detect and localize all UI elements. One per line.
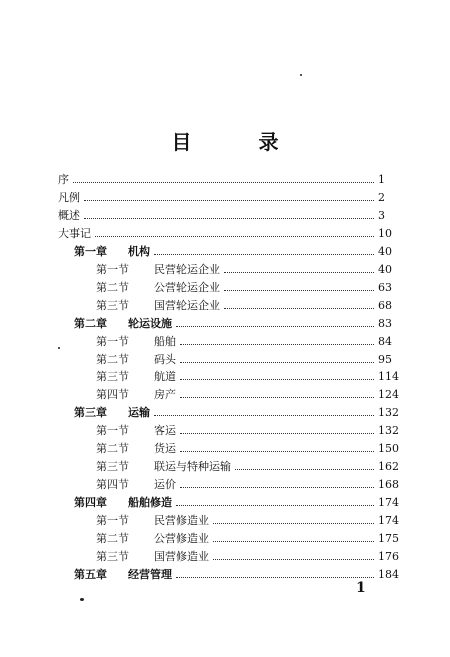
toc-section-row xyxy=(0,279,450,296)
toc-label xyxy=(0,530,209,547)
print-speck xyxy=(58,347,60,349)
toc-label xyxy=(0,261,220,278)
toc-number: 第一节 xyxy=(96,262,129,276)
toc-page-number: 40 xyxy=(378,262,392,276)
toc-title: 航道 xyxy=(154,370,176,384)
toc-label xyxy=(0,494,172,511)
toc-title: 机构 xyxy=(128,244,150,258)
dot-leader xyxy=(154,254,374,255)
dot-leader xyxy=(73,182,374,183)
toc-section-row xyxy=(0,368,450,385)
toc-number: 第一节 xyxy=(96,424,129,438)
toc-chapter-row xyxy=(0,494,450,511)
dot-leader xyxy=(176,326,374,327)
toc-number: 第四节 xyxy=(96,478,129,492)
toc-number: 第五章 xyxy=(74,567,107,581)
toc-section-row xyxy=(0,476,450,493)
dot-leader xyxy=(213,559,374,560)
toc-label xyxy=(0,458,231,475)
toc-page-number: 174 xyxy=(378,496,399,510)
toc-title: 船舶修造 xyxy=(128,496,172,510)
toc-page-number: 132 xyxy=(378,424,399,438)
toc-page-number: 176 xyxy=(378,549,399,563)
toc-page-number: 175 xyxy=(378,532,399,545)
toc-page-number: 174 xyxy=(378,514,399,528)
toc-section-row xyxy=(0,261,450,278)
toc-title: 货运 xyxy=(154,442,176,456)
toc-section-row xyxy=(0,351,450,368)
dot-leader xyxy=(235,469,374,470)
toc-title: 运价 xyxy=(154,478,176,492)
toc-label xyxy=(0,171,69,188)
toc-section-row xyxy=(0,422,450,439)
toc-title: 码头 xyxy=(154,352,176,366)
toc-title: 公营轮运企业 xyxy=(154,280,220,294)
toc-page-number: 168 xyxy=(378,478,399,492)
toc-number: 第一节 xyxy=(96,514,129,528)
toc-page-number: 132 xyxy=(378,406,399,420)
toc-label xyxy=(0,333,176,350)
dot-leader xyxy=(84,218,374,219)
toc-label xyxy=(0,404,150,421)
dot-leader xyxy=(224,272,374,273)
toc-label xyxy=(0,548,209,565)
toc-section-row xyxy=(0,386,450,403)
page-title: 目 录 xyxy=(171,130,309,154)
toc-section-row xyxy=(0,333,450,350)
toc-chapter-row xyxy=(0,566,450,583)
toc-page-number: 2 xyxy=(378,190,385,204)
toc-section-row xyxy=(0,530,450,547)
toc-title: 国营轮运企业 xyxy=(154,298,220,312)
dot-leader xyxy=(213,523,374,524)
toc-section-row xyxy=(0,548,450,565)
toc-chapter-row xyxy=(0,404,450,421)
toc-number: 第三章 xyxy=(74,406,107,420)
toc-title: 国营修造业 xyxy=(154,549,209,563)
toc-label xyxy=(0,512,209,529)
toc-chapter-row xyxy=(0,243,450,260)
toc-label xyxy=(0,279,220,296)
toc-page-number: 124 xyxy=(378,388,399,402)
toc-entry-row xyxy=(0,225,450,242)
toc-page-number: 114 xyxy=(378,370,399,384)
toc-number: 第二节 xyxy=(96,280,129,294)
toc-page-number: 84 xyxy=(378,334,392,348)
toc-label xyxy=(0,243,150,260)
toc-title: 船舶 xyxy=(154,334,176,348)
toc-title: 序 xyxy=(58,173,69,186)
toc-number: 第三节 xyxy=(96,298,129,312)
dot-leader xyxy=(180,379,374,380)
toc-title: 大事记 xyxy=(58,226,91,240)
toc-title: 客运 xyxy=(154,424,176,438)
toc-label xyxy=(0,422,176,439)
toc-label xyxy=(0,351,176,368)
print-speck xyxy=(80,598,84,601)
toc-page-number: 162 xyxy=(378,460,399,474)
toc-number: 第二节 xyxy=(96,532,129,545)
toc-label xyxy=(0,440,176,457)
toc-title: 运输 xyxy=(128,406,150,420)
toc-section-row xyxy=(0,458,450,475)
toc-entry-row xyxy=(0,171,450,188)
toc-label xyxy=(0,315,172,332)
dot-leader xyxy=(95,236,374,237)
toc-title: 民营轮运企业 xyxy=(154,262,220,276)
toc-page-number: 40 xyxy=(378,244,392,258)
page-number: 1 xyxy=(356,580,366,596)
toc-label xyxy=(0,476,176,493)
toc-page-number: 83 xyxy=(378,316,392,330)
toc-title: 公营修造业 xyxy=(154,532,209,545)
toc-title: 经营管理 xyxy=(128,567,172,581)
toc-number: 第三节 xyxy=(96,460,129,474)
dot-leader xyxy=(176,505,374,506)
toc-title: 概述 xyxy=(58,208,80,222)
toc-label xyxy=(0,189,80,206)
toc-page-number: 10 xyxy=(378,226,392,240)
toc-label xyxy=(0,207,80,224)
toc-number: 第四节 xyxy=(96,388,129,402)
toc-page-number: 68 xyxy=(378,298,392,312)
dot-leader xyxy=(180,362,374,363)
toc-label xyxy=(0,297,220,314)
dot-leader xyxy=(180,344,374,345)
toc-label xyxy=(0,368,176,385)
toc-chapter-row xyxy=(0,315,450,332)
toc-number: 第二节 xyxy=(96,442,129,456)
print-speck xyxy=(300,74,302,76)
toc-number: 第一节 xyxy=(96,334,129,348)
toc-number: 第三节 xyxy=(96,370,129,384)
toc-title: 轮运设施 xyxy=(128,316,172,330)
toc-section-row xyxy=(0,440,450,457)
toc-page-number: 184 xyxy=(378,567,399,581)
toc-page-number: 95 xyxy=(378,352,392,366)
dot-leader xyxy=(213,541,374,542)
toc-page-number: 3 xyxy=(378,208,385,222)
toc-label xyxy=(0,566,172,583)
toc-label xyxy=(0,386,176,403)
toc-page-number: 63 xyxy=(378,280,392,294)
toc-number: 第四章 xyxy=(74,496,107,510)
toc-number: 第二节 xyxy=(96,352,129,366)
toc-section-row xyxy=(0,297,450,314)
dot-leader xyxy=(180,433,374,434)
toc-title: 凡例 xyxy=(58,190,80,204)
toc-title: 房产 xyxy=(154,388,176,402)
dot-leader xyxy=(176,577,374,578)
toc-entry-row xyxy=(0,189,450,206)
toc-label xyxy=(0,225,91,242)
toc-title: 民营修造业 xyxy=(154,514,209,528)
dot-leader xyxy=(224,290,374,291)
dot-leader xyxy=(180,487,374,488)
toc-number: 第一章 xyxy=(74,244,107,258)
toc-entry-row xyxy=(0,207,450,224)
toc-number: 第三节 xyxy=(96,549,129,563)
dot-leader xyxy=(180,451,374,452)
dot-leader xyxy=(224,308,374,309)
table-of-contents xyxy=(0,171,450,581)
dot-leader xyxy=(180,397,374,398)
toc-number: 第二章 xyxy=(74,316,107,330)
toc-title: 联运与特种运输 xyxy=(154,460,231,474)
dot-leader xyxy=(154,415,374,416)
toc-section-row xyxy=(0,512,450,529)
toc-page-number: 1 xyxy=(378,173,385,186)
toc-page-number: 150 xyxy=(378,442,399,456)
dot-leader xyxy=(84,200,374,201)
